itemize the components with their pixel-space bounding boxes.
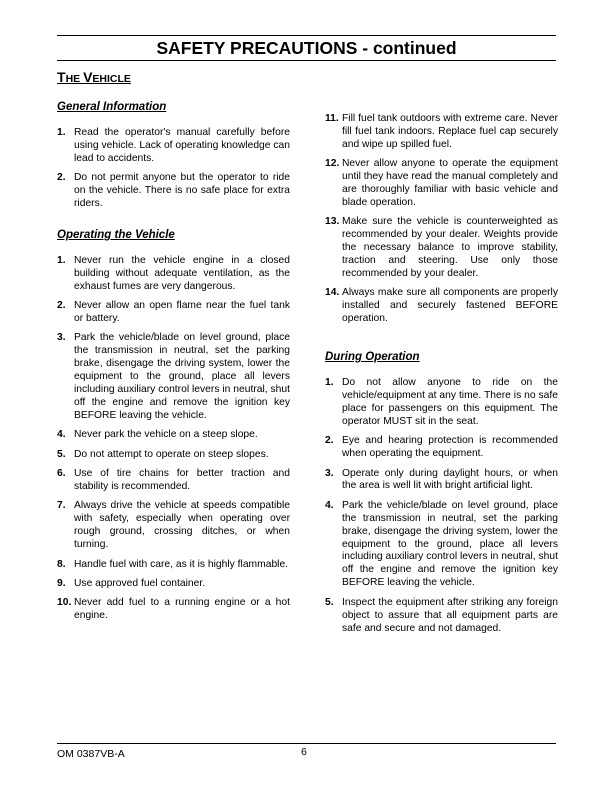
item-number: 4. [325, 499, 334, 511]
item-text: Never park the vehicle on a steep slope. [74, 429, 258, 441]
item-text: Never allow anyone to operate the equipment until they have read the manual completely and are thoroughly familiar with basic vehicle and blade operation. [342, 158, 558, 208]
item-text: Never add fuel to a running engine or a hot engine. [74, 597, 290, 622]
section-heading-t: T [57, 69, 66, 85]
item-number: 4. [57, 429, 66, 441]
item-text: Never run the vehicle engine in a closed building without adequate ventilation, as the exhaust fumes are very dangerous. [74, 254, 290, 292]
operating-the-vehicle-heading: Operating the Vehicle [57, 228, 175, 241]
list-item [325, 377, 558, 429]
list-item [57, 332, 290, 422]
item-text: Use of tire chains for better traction and stability is recommended. [74, 468, 290, 493]
list-item [57, 255, 290, 294]
section-heading-he: HE [65, 73, 84, 85]
item-number: 5. [57, 448, 66, 460]
list-item [57, 500, 290, 552]
item-number: 2. [57, 172, 66, 184]
item-text: Handle fuel with care, as it is highly flammable. [74, 558, 289, 570]
header-top-rule [57, 35, 556, 36]
general-information-list [57, 127, 290, 211]
item-number: 1. [57, 254, 66, 266]
during-operation-list [325, 377, 558, 635]
item-number: 3. [325, 467, 334, 479]
list-item [57, 597, 290, 623]
item-text: Always make sure all components are properly installed and securely fastened BEFORE operation. [342, 287, 558, 325]
list-item [57, 172, 290, 211]
list-item [57, 429, 290, 442]
item-number: 1. [325, 377, 334, 389]
item-number: 14. [325, 287, 340, 299]
operating-the-vehicle-list-continued [325, 113, 558, 326]
during-operation-heading: During Operation [325, 351, 420, 364]
item-number: 11. [325, 113, 339, 124]
operating-the-vehicle-list [57, 255, 290, 623]
item-text: Make sure the vehicle is counterweighted as recommended by your dealer. Weights provide the necessary balance to improve stability, traction and steering. Use only those recommended by your dealer. [342, 216, 558, 279]
footer-document-number: OM 0387VB-A [57, 748, 125, 760]
item-number: 5. [325, 596, 334, 608]
item-text: Fill fuel tank outdoors with extreme care. Never fill fuel tank indoors. Replace fuel cap securely and wipe up spilled fuel. [342, 113, 558, 150]
general-information-heading: General Information [57, 101, 167, 113]
list-item [57, 449, 290, 462]
item-text: Never allow an open flame near the fuel tank or battery. [74, 300, 290, 325]
list-item [325, 287, 558, 326]
item-number: 3. [57, 332, 66, 344]
list-item [325, 158, 558, 210]
item-number: 1. [57, 127, 66, 138]
list-item [325, 597, 558, 636]
list-item [325, 435, 558, 461]
list-item [57, 578, 290, 591]
page-title: SAFETY PRECAUTIONS - continued [156, 38, 457, 58]
item-text: Park the vehicle/blade on level ground, place the transmission in neutral, set the parking brake, disengage the driving system, lower the equipment to the ground, place all levers including auxiliary control levers in neutral, shut off the engine and remove the ignition key BEFORE leaving the vehicle. [342, 499, 558, 589]
item-text: Inspect the equipment after striking any foreign object to assure that all equipment parts are safe and secure and not damaged. [342, 596, 558, 634]
item-number: 9. [57, 577, 66, 589]
item-text: Do not permit anyone but the operator to ride on the vehicle. There is no safe place for extra riders. [74, 172, 290, 210]
item-number: 2. [325, 435, 334, 447]
list-item [325, 113, 558, 152]
section-heading-v: V [83, 69, 93, 85]
list-item [325, 468, 558, 494]
footer-rule [57, 743, 556, 744]
item-text: Operate only during daylight hours, or when the area is well lit with bright artificial light. [342, 467, 558, 492]
item-number: 6. [57, 468, 66, 480]
item-text: Read the operator's manual carefully before using vehicle. Lack of operating knowledge can lead to accidents. [74, 127, 290, 164]
item-text: Always drive the vehicle at speeds compatible with safety, especially when operating over rough ground, crossing ditches, or when turning. [74, 500, 290, 551]
item-number: 2. [57, 300, 66, 312]
item-number: 10. [57, 597, 72, 609]
list-item [325, 500, 558, 590]
section-heading-ehicle: EHICLE [92, 73, 131, 85]
list-item [57, 127, 290, 166]
item-number: 7. [57, 500, 66, 512]
section-heading-the-vehicle [57, 68, 131, 88]
list-item [57, 300, 290, 326]
right-column [325, 113, 558, 642]
item-number: 8. [57, 558, 66, 570]
item-text: Do not attempt to operate on steep slopes. [74, 448, 269, 460]
left-column [57, 100, 290, 630]
item-number: 12. [325, 158, 340, 170]
footer-page-number: 6 [301, 746, 307, 758]
item-number: 13. [325, 216, 340, 228]
list-item [57, 468, 290, 494]
item-text: Eye and hearing protection is recommended when operating the equipment. [342, 435, 558, 460]
item-text: Park the vehicle/blade on level ground, place the transmission in neutral, set the parking brake, disengage the driving system, lower the equipment to the ground, place all levers including auxiliary control levers in neutral, shut off the engine and remove the ignition key BEFORE leaving the vehicle. [74, 332, 290, 421]
header-bottom-rule [57, 60, 556, 61]
list-item [325, 216, 558, 281]
list-item [57, 559, 290, 572]
item-text: Do not allow anyone to ride on the vehicle/equipment at any time. There is no safe place for passengers on this equipment. The operator MUST sit in the seat. [342, 377, 558, 427]
item-text: Use approved fuel container. [74, 577, 206, 589]
